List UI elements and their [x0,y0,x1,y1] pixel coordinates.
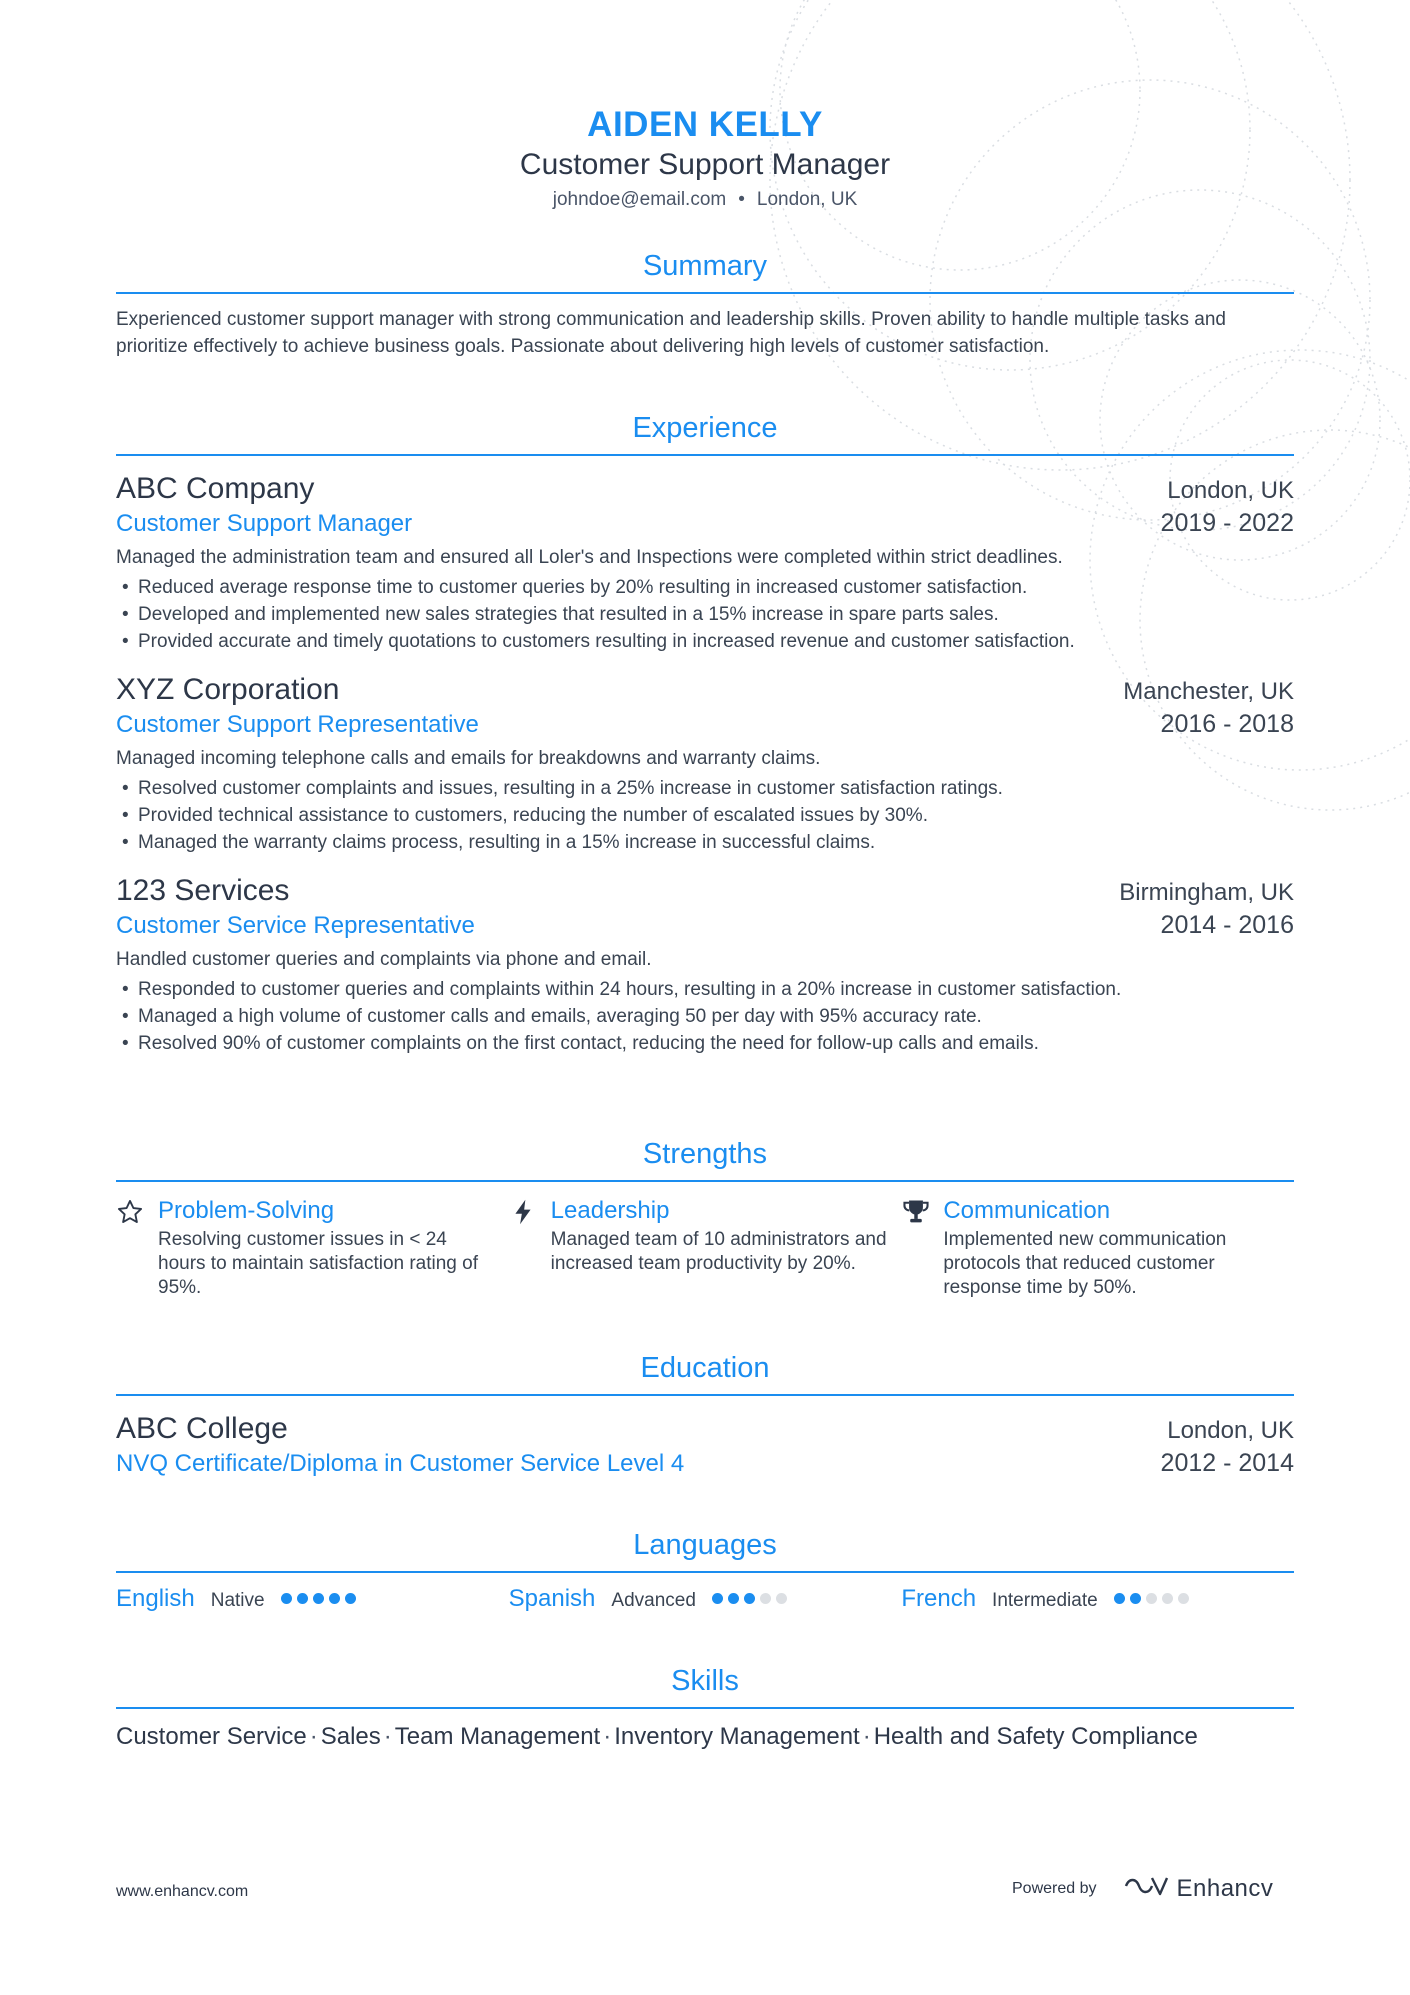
strength-description: Resolving customer issues in < 24 hours to maintain satisfaction rating of 95%. [158,1229,479,1298]
job-title: Customer Support Manager [116,510,413,537]
education-section [116,1350,1294,1480]
candidate-name: AIDEN KELLY [587,105,823,144]
achievement-list [116,775,1294,856]
section-title-summary: Summary [116,248,1294,294]
section-title-skills: Skills [116,1663,1294,1709]
job-description: Managed the administration team and ensured all Loler's and Inspections were completed within strict deadlines. [116,547,1063,568]
language-item [509,1585,902,1613]
bullet-icon: • [122,832,129,853]
language-rating [281,1593,356,1604]
lightning-icon [509,1194,551,1300]
rating-dot-filled [1114,1593,1125,1604]
job-location: London, UK [1167,477,1294,504]
rating-dot-filled [329,1593,340,1604]
bullet-icon: • [122,604,129,625]
strength-item [116,1194,509,1300]
footer-website[interactable]: www.enhancv.com [116,1883,249,1900]
resume-page [116,0,1294,1750]
achievement-item: • Developed and implemented new sales strategies that resulted in a 15% increase in spare parts sales. [116,601,1294,628]
languages-section [116,1527,1294,1613]
skill-item: Sales [320,1723,381,1750]
bullet-icon: • [122,577,129,598]
rating-dot-empty [1162,1593,1173,1604]
job-dates: 2014 - 2016 [1160,911,1294,939]
footer-branding [1012,1874,1273,1903]
bullet-icon: • [122,979,129,1000]
strength-title: Communication [943,1197,1111,1224]
bullet-icon: • [122,631,129,652]
company-name: 123 Services [116,874,290,907]
education-item [116,1410,1294,1480]
rating-dot-filled [744,1593,755,1604]
bullet-icon: • [122,778,129,799]
achievement-list [116,976,1294,1057]
job-description: Handled customer queries and complaints via phone and email. [116,949,652,970]
experience-item [116,872,1294,1057]
rating-dot-empty [1178,1593,1189,1604]
language-rating [1114,1593,1189,1604]
achievement-item: • Provided accurate and timely quotations to customers resulting in increased revenue and customer satisfaction. [116,628,1294,655]
rating-dot-empty [760,1593,771,1604]
section-title-strengths: Strengths [116,1136,1294,1182]
bullet-icon: • [122,1006,129,1027]
job-title: Customer Service Representative [116,912,475,939]
experience-section [116,410,1294,1057]
contact-email[interactable]: johndoe@email.com [552,189,727,210]
rating-dot-filled [345,1593,356,1604]
language-level: Native [210,1590,265,1611]
language-item [116,1585,509,1613]
strengths-section [116,1136,1294,1300]
achievement-item: • Responded to customer queries and complaints within 24 hours, resulting in a 20% increase in customer satisfaction. [116,976,1294,1003]
achievement-item: • Managed the warranty claims process, resulting in a 15% increase in successful claims. [116,829,1294,856]
section-title-languages: Languages [116,1527,1294,1573]
strength-title: Leadership [550,1197,670,1224]
language-level: Advanced [611,1590,696,1611]
language-level: Intermediate [992,1590,1098,1611]
section-title-experience: Experience [116,410,1294,456]
rating-dot-filled [712,1593,723,1604]
rating-dot-filled [281,1593,292,1604]
language-name: French [901,1585,977,1612]
company-name: ABC Company [116,472,315,505]
rating-dot-filled [297,1593,308,1604]
job-dates: 2016 - 2018 [1160,710,1294,738]
rating-dot-filled [313,1593,324,1604]
trophy-icon [901,1194,943,1300]
star-icon [116,1194,158,1300]
language-name: English [116,1585,195,1612]
section-title-education: Education [116,1350,1294,1396]
degree-title: NVQ Certificate/Diploma in Customer Service Level 4 [116,1450,685,1477]
achievement-item: • Managed a high volume of customer calls and emails, averaging 50 per day with 95% accuracy rate. [116,1003,1294,1030]
rating-dot-empty [776,1593,787,1604]
job-description: Managed incoming telephone calls and emails for breakdowns and warranty claims. [116,748,821,769]
skill-item: Inventory Management [614,1723,860,1750]
bullet-icon: • [122,805,129,826]
job-dates: 2019 - 2022 [1160,509,1294,537]
experience-item [116,470,1294,655]
strength-item [509,1194,902,1300]
achievement-item: • Provided technical assistance to customers, reducing the number of escalated issues by 30%. [116,802,1294,829]
job-location: Manchester, UK [1123,678,1294,705]
summary-section [116,248,1294,360]
contact-location: London, UK [756,189,858,210]
candidate-headline: Customer Support Manager [519,148,891,181]
achievement-item: • Resolved 90% of customer complaints on the first contact, reducing the need for follow-up calls and emails. [116,1030,1294,1057]
language-name: Spanish [508,1585,596,1612]
contact-line [116,187,1294,213]
skill-separator: · [603,1723,612,1750]
experience-item [116,671,1294,856]
skill-separator: · [309,1723,318,1750]
achievement-item: • Resolved customer complaints and issues, resulting in a 25% increase in customer satisfaction ratings. [116,775,1294,802]
bullet-icon: • [122,1033,129,1054]
company-name: XYZ Corporation [116,673,340,706]
language-item [901,1585,1294,1613]
language-rating [712,1593,787,1604]
enhancv-logo-icon [1123,1874,1169,1903]
summary-text: Experienced customer support manager with strong communication and leadership skills. Proven ability to handle multiple tasks and prioritize effectively to achieve business goals. Passionate about delivering high levels of customer satisfaction. [116,309,1226,357]
brand-name: Enhancv [1176,1874,1274,1902]
rating-dot-filled [728,1593,739,1604]
strength-description: Managed team of 10 administrators and increased team productivity by 20%. [550,1229,887,1274]
strength-title: Problem-Solving [158,1197,335,1224]
strength-item [901,1194,1294,1300]
school-location: London, UK [1167,1417,1294,1444]
resume-header [116,0,1294,213]
rating-dot-empty [1146,1593,1157,1604]
achievement-item: • Reduced average response time to customer queries by 20% resulting in increased customer satisfaction. [116,574,1294,601]
achievement-list [116,574,1294,655]
skills-section [116,1663,1294,1753]
job-title: Customer Support Representative [116,711,479,738]
strength-description: Implemented new communication protocols that reduced customer response time by 50%. [943,1229,1227,1298]
education-dates: 2012 - 2014 [1160,1449,1294,1477]
skill-item: Health and Safety Compliance [873,1723,1198,1750]
job-location: Birmingham, UK [1119,879,1294,906]
skill-item: Team Management [394,1723,601,1750]
skill-separator: · [383,1723,392,1750]
powered-by-label: Powered by [1012,1879,1097,1897]
contact-separator: • [738,189,745,210]
skill-separator: · [862,1723,871,1750]
school-name: ABC College [116,1412,288,1445]
skills-list [116,1721,1294,1753]
skill-item: Customer Service [116,1723,307,1750]
rating-dot-filled [1130,1593,1141,1604]
